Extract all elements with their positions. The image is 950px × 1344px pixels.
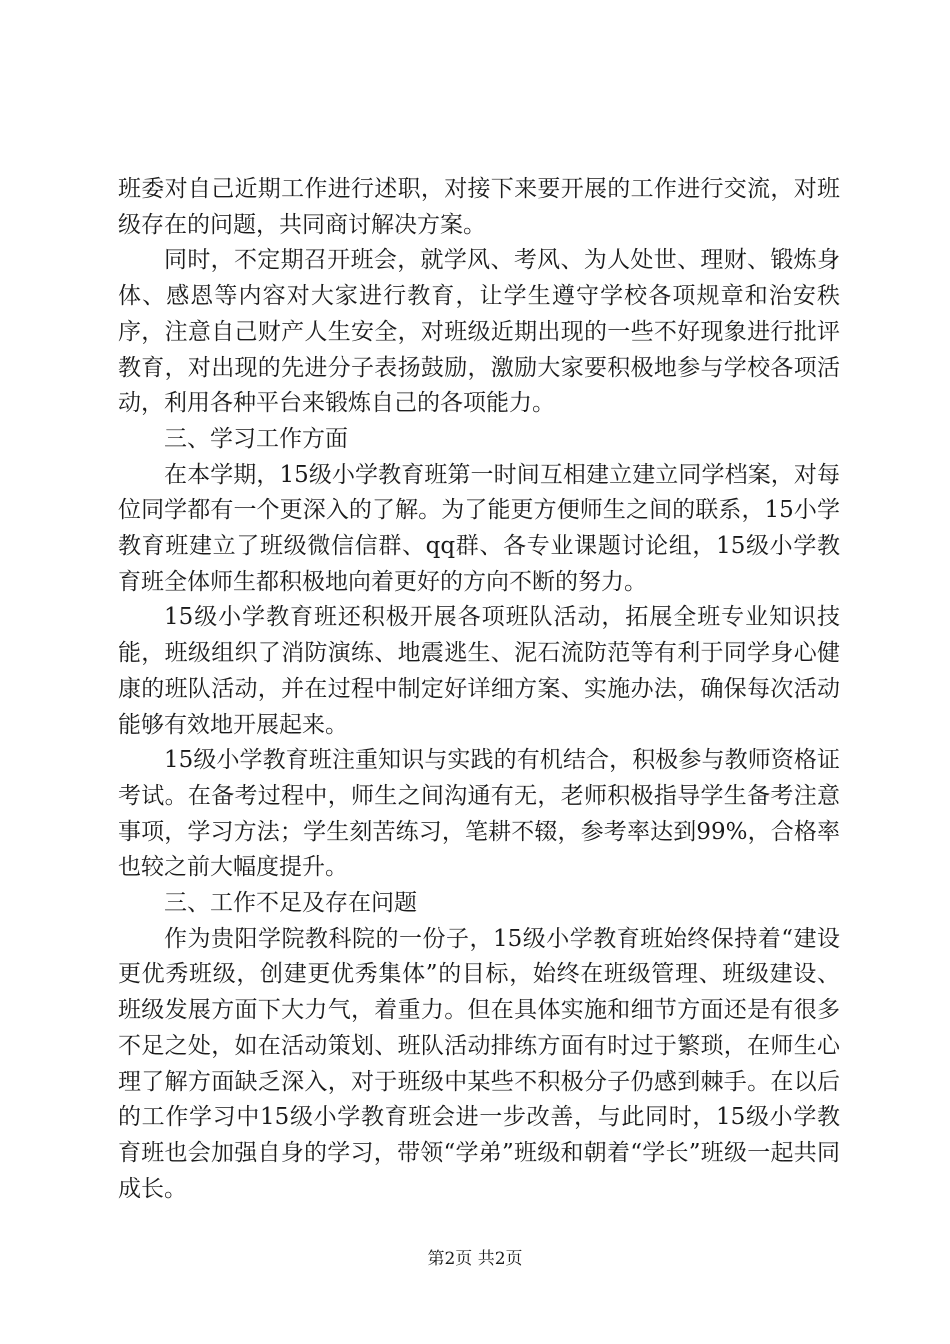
section-heading-shortcomings: 三、工作不足及存在问题 — [164, 890, 417, 917]
section-heading-study-work: 三、学习工作方面 — [164, 425, 348, 452]
paragraph-2: 同时，不定期召开班会，就学风、考风、为人处世、理财、锻炼身体、感恩等内容对大家进行教育，让学生遵守学校各项规章和治安秩序，注意自己财产人生安全，对班级近期出现的一些不好现象进行批评教育，对出现的先进分子表扬鼓励，激励大家要积极地参与学校各项活动，利用各种平台来锻炼自己的各项能力。 — [118, 247, 840, 417]
document-body — [118, 172, 840, 1207]
paragraph-4: 15级小学教育班还积极开展各项班队活动，拓展全班专业知识技能，班级组织了消防演练、地震逃生、泥石流防范等有利于同学身心健康的班队活动，并在过程中制定好详细方案、实施办法，确保每次活动能够有效地开展起来。 — [118, 604, 840, 738]
paragraph-5: 15级小学教育班注重知识与实践的有机结合，积极参与教师资格证考试。在备考过程中，师生之间沟通有无，老师积极指导学生备考注意事项，学习方法；学生刻苦练习，笔耕不辍，参考率达到99%，合格率也较之前大幅度提升。 — [118, 747, 840, 881]
paragraph-1: 班委对自己近期工作进行述职，对接下来要开展的工作进行交流，对班级存在的问题，共同商讨解决方案。 — [118, 176, 840, 238]
paragraph-3: 在本学期，15级小学教育班第一时间互相建立建立同学档案，对每位同学都有一个更深入的了解。为了能更方便师生之间的联系，15小学教育班建立了班级微信信群、qq群、各专业课题讨论组，15级小学教育班全体师生都积极地向着更好的方向不断的努力。 — [118, 461, 840, 595]
paragraph-6: 作为贵阳学院教科院的一份子，15级小学教育班始终保持着“建设更优秀班级，创建更优秀集体”的目标，始终在班级管理、班级建设、班级发展方面下大力气，着重力。但在具体实施和细节方面还是有很多不足之处，如在活动策划、班队活动排练方面有时过于繁琐，在师生心理了解方面缺乏深入，对于班级中某些不积极分子仍感到棘手。在以后的工作学习中15级小学教育班会进一步改善，与此同时，15级小学教育班也会加强自身的学习，带领“学弟”班级和朝着“学长”班级一起共同成长。 — [118, 925, 840, 1202]
page-footer: 第2页 共2页 — [427, 1249, 523, 1269]
